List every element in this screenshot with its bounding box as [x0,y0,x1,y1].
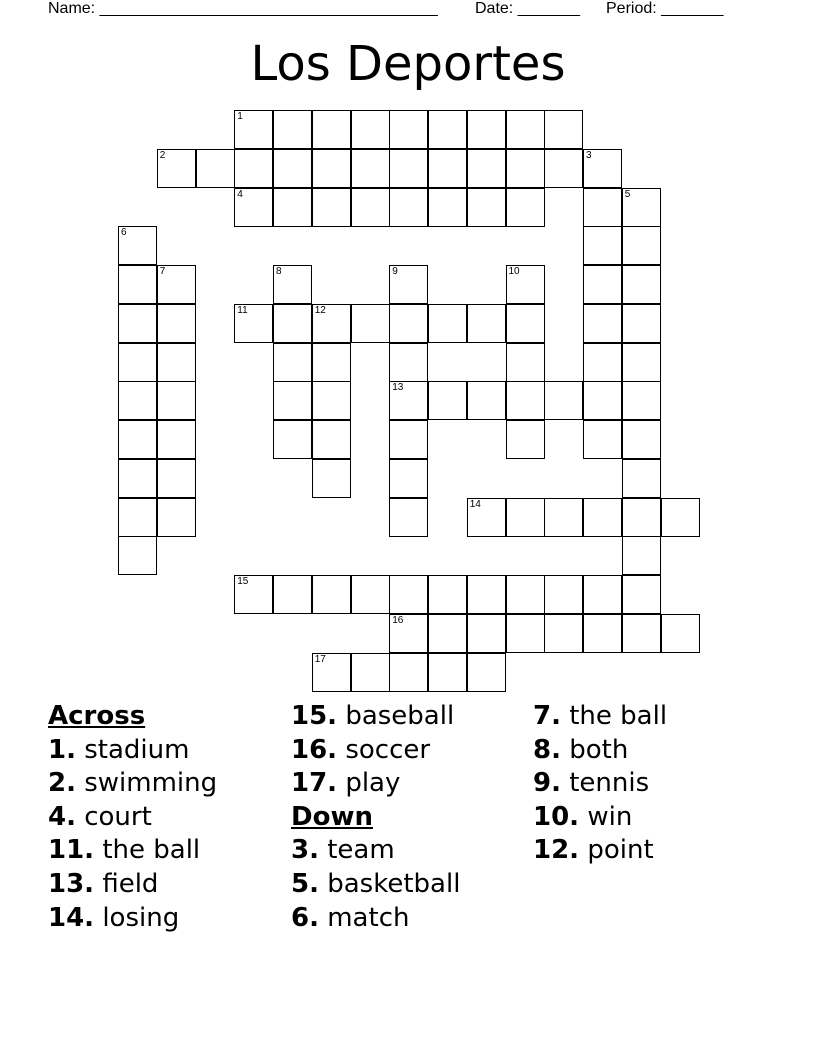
clue-across-13: 13. field [48,868,159,899]
grid-cell[interactable] [351,575,390,614]
grid-cell[interactable] [389,149,428,188]
grid-cell[interactable] [118,420,157,459]
grid-cell[interactable] [389,653,428,692]
grid-cell[interactable] [467,188,506,227]
grid-cell[interactable] [622,536,661,575]
grid-cell[interactable] [583,575,622,614]
grid-cell[interactable] [428,614,467,653]
clue-column-3 [533,700,667,868]
clue-number: 17 [314,653,326,665]
grid-cell[interactable] [506,188,545,227]
clue-across-11: 11. the ball [48,835,201,866]
grid-cell[interactable] [118,381,157,420]
grid-cell[interactable] [506,614,545,653]
grid-cell[interactable] [273,110,312,149]
grid-cell[interactable] [234,149,273,188]
clue-down-7: 7. the ball [533,701,668,731]
grid-cell[interactable] [506,343,545,382]
grid-cell[interactable] [389,420,428,459]
name-field[interactable]: Name: ______________________________________ [48,0,438,17]
clue-down-6: 6. match [291,902,410,933]
grid-cell[interactable] [118,343,157,382]
across-heading: Across [48,701,146,731]
grid-cell[interactable] [544,149,583,188]
grid-cell[interactable] [312,575,351,614]
grid-cell[interactable] [583,614,622,653]
grid-cell[interactable] [583,304,622,343]
clue-number: 13 [392,382,404,394]
grid-cell[interactable] [312,149,351,188]
grid-cell[interactable] [583,498,622,537]
grid-cell[interactable] [157,343,196,382]
grid-cell[interactable] [428,653,467,692]
grid-cell[interactable] [506,381,545,420]
grid-cell[interactable] [234,110,273,149]
grid-cell[interactable] [118,498,157,537]
grid-cell[interactable] [428,149,467,188]
clue-across-2: 2. swimming [48,768,218,799]
grid-cell[interactable] [506,149,545,188]
grid-cell[interactable] [661,614,700,653]
clue-down-5: 5. basketball [291,868,461,899]
grid-cell[interactable] [312,381,351,420]
period-field[interactable]: Period: _______ [606,0,724,17]
grid-cell[interactable] [118,536,157,575]
grid-cell[interactable] [234,304,273,343]
clue-column-1 [48,700,217,935]
grid-cell[interactable] [467,149,506,188]
grid-cell[interactable] [428,110,467,149]
grid-cell[interactable] [118,459,157,498]
grid-cell[interactable] [389,381,428,420]
clue-across-14: 14. losing [48,902,180,933]
grid-cell[interactable] [506,110,545,149]
grid-cell[interactable] [583,265,622,304]
clue-number: 12 [314,304,326,316]
clue-column-2 [291,700,460,935]
grid-cell[interactable] [467,498,506,537]
clue-number: 6 [121,227,127,239]
down-heading: Down [291,801,373,832]
grid-cell[interactable] [622,614,661,653]
grid-cell[interactable] [583,149,622,188]
grid-cell[interactable] [389,343,428,382]
clue-across-16: 16. soccer [291,734,431,765]
grid-cell[interactable] [622,575,661,614]
clue-number: 7 [159,266,166,277]
grid-cell[interactable] [506,304,545,343]
grid-cell[interactable] [196,149,235,188]
grid-cell[interactable] [467,653,506,692]
grid-cell[interactable] [506,575,545,614]
grid-cell[interactable] [389,459,428,498]
grid-cell[interactable] [544,381,583,420]
clue-down-10: 10. win [533,801,633,832]
grid-cell[interactable] [234,188,273,227]
clue-number: 11 [237,304,248,316]
grid-cell[interactable] [351,188,390,227]
grid-cell[interactable] [157,381,196,420]
grid-cell[interactable] [389,188,428,227]
grid-cell[interactable] [622,304,661,343]
grid-cell[interactable] [583,420,622,459]
grid-cell[interactable] [389,498,428,537]
clue-number: 10 [508,266,520,277]
grid-cell[interactable] [389,110,428,149]
clue-across-17: 17. play [291,768,401,799]
grid-cell[interactable] [622,265,661,304]
grid-cell[interactable] [467,614,506,653]
grid-cell[interactable] [583,343,622,382]
grid-cell[interactable] [506,420,545,459]
grid-cell[interactable] [467,575,506,614]
grid-cell[interactable] [312,110,351,149]
clue-number: 8 [276,266,282,277]
grid-cell[interactable] [312,304,351,343]
grid-cell[interactable] [622,226,661,265]
grid-cell[interactable] [389,265,428,304]
grid-cell[interactable] [273,420,312,459]
clue-across-1: 1. stadium [48,734,190,765]
clue-number: 4 [237,188,243,200]
clue-down-3: 3. team [291,835,395,866]
clue-across-15: 15. baseball [291,701,455,731]
clue-number: 16 [392,614,404,626]
date-field[interactable]: Date: _______ [475,0,580,17]
clue-number: 15 [237,576,249,587]
grid-cell[interactable] [544,498,583,537]
grid-cell[interactable] [583,188,622,227]
grid-cell[interactable] [467,381,506,420]
grid-cell[interactable] [661,498,700,537]
grid-cell[interactable] [157,265,196,304]
grid-cell[interactable] [351,653,390,692]
clue-number: 5 [624,188,631,200]
grid-cell[interactable] [506,265,545,304]
grid-cell[interactable] [118,226,157,265]
grid-cell[interactable] [622,343,661,382]
grid-cell[interactable] [428,381,467,420]
grid-cell[interactable] [157,459,196,498]
clue-number: 3 [586,149,592,161]
grid-cell[interactable] [622,459,661,498]
clue-down-8: 8. both [533,734,629,765]
grid-cell[interactable] [351,149,390,188]
grid-cell[interactable] [118,265,157,304]
grid-cell[interactable] [118,304,157,343]
grid-cell[interactable] [273,304,312,343]
grid-cell[interactable] [312,188,351,227]
clue-number: 2 [159,149,166,161]
grid-cell[interactable] [273,265,312,304]
grid-cell[interactable] [544,110,583,149]
grid-cell[interactable] [312,653,351,692]
grid-cell[interactable] [544,614,583,653]
grid-cell[interactable] [273,149,312,188]
grid-cell[interactable] [273,381,312,420]
grid-cell[interactable] [428,575,467,614]
grid-cell[interactable] [351,110,390,149]
grid-cell[interactable] [351,304,390,343]
grid-cell[interactable] [389,304,428,343]
grid-cell[interactable] [273,343,312,382]
grid-cell[interactable] [312,343,351,382]
grid-cell[interactable] [622,498,661,537]
grid-cell[interactable] [312,420,351,459]
clue-down-12: 12. point [533,835,654,866]
clue-down-9: 9. tennis [533,768,650,799]
grid-cell[interactable] [506,498,545,537]
grid-cell[interactable] [583,226,622,265]
grid-cell[interactable] [622,420,661,459]
grid-cell[interactable] [583,381,622,420]
grid-cell[interactable] [467,304,506,343]
grid-cell[interactable] [312,459,351,498]
grid-cell[interactable] [544,575,583,614]
clue-number: 14 [469,498,481,510]
clue-across-4: 4. court [48,801,152,832]
grid-cell[interactable] [157,149,196,188]
clue-list [0,700,816,960]
grid-cell[interactable] [273,188,312,227]
grid-cell[interactable] [157,304,196,343]
grid-cell[interactable] [428,304,467,343]
grid-cell[interactable] [622,188,661,227]
page-title: Los Deportes [250,36,566,92]
grid-cell[interactable] [389,575,428,614]
grid-cell[interactable] [622,381,661,420]
grid-cell[interactable] [234,575,273,614]
grid-cell[interactable] [157,498,196,537]
grid-cell[interactable] [467,110,506,149]
grid-cell[interactable] [157,420,196,459]
grid-cell[interactable] [273,575,312,614]
grid-cell[interactable] [389,614,428,653]
clue-number: 1 [237,111,243,122]
grid-cell[interactable] [428,188,467,227]
clue-number: 9 [392,266,398,277]
